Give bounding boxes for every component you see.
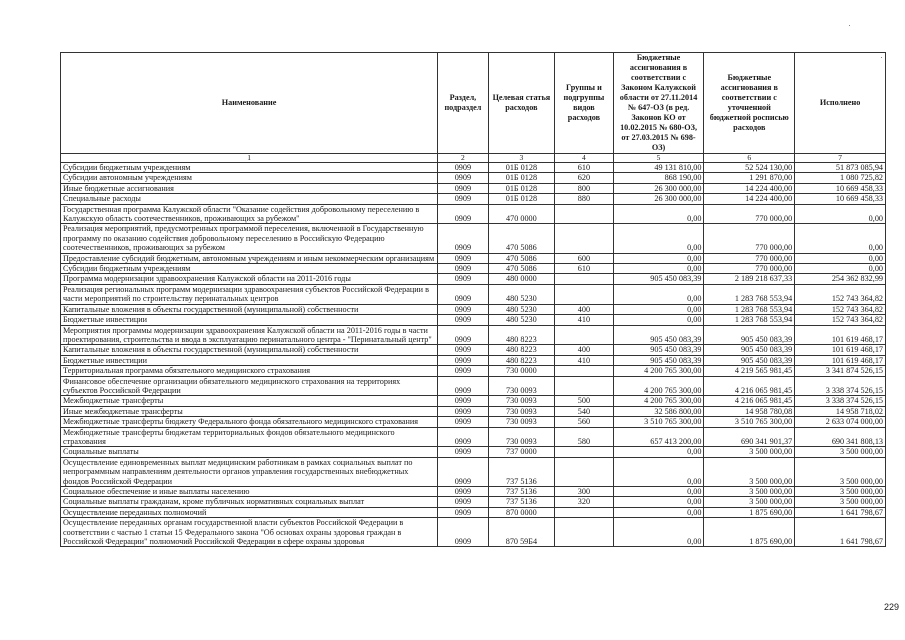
header-budget-list: Бюджетные ассигнования в соответствии с уточненной бюджетной росписью расходов — [704, 53, 795, 154]
row-section: 0909 — [438, 507, 488, 517]
row-execution: 2 633 074 000,00 — [795, 417, 886, 427]
row-execution: 101 619 468,17 — [795, 345, 886, 355]
table-row — [61, 417, 886, 427]
header-section: Раздел, подраздел — [438, 53, 488, 154]
row-budget-list: 1 283 768 553,94 — [704, 304, 795, 314]
row-target: 737 5136 — [488, 487, 555, 497]
row-budget-law: 4 200 765 300,00 — [613, 376, 704, 396]
col-num-2: 2 — [438, 154, 488, 163]
table-row — [61, 427, 886, 447]
row-budget-law: 0,00 — [613, 507, 704, 517]
row-execution: 3 500 000,00 — [795, 487, 886, 497]
row-target: 730 0000 — [488, 366, 555, 376]
table-row — [61, 253, 886, 263]
row-budget-law: 0,00 — [613, 304, 704, 314]
row-group: 620 — [555, 173, 613, 183]
row-budget-law: 26 300 000,00 — [613, 183, 704, 193]
row-budget-list: 1 283 768 553,94 — [704, 315, 795, 325]
row-budget-list: 4 219 565 981,45 — [704, 366, 795, 376]
row-group: 560 — [555, 417, 613, 427]
row-execution: 0,00 — [795, 253, 886, 263]
row-execution: 3 500 000,00 — [795, 457, 886, 486]
row-section: 0909 — [438, 487, 488, 497]
row-name: Бюджетные инвестиции — [61, 355, 438, 365]
row-execution: 3 500 000,00 — [795, 497, 886, 507]
page-number: 229 — [883, 602, 899, 612]
row-target: 480 8223 — [488, 325, 555, 345]
table-row — [61, 518, 886, 547]
row-group: 400 — [555, 345, 613, 355]
row-target: 01Б 0128 — [488, 183, 555, 193]
row-budget-law: 905 450 083,39 — [613, 355, 704, 365]
table-row — [61, 325, 886, 345]
row-section: 0909 — [438, 204, 488, 224]
row-target: 480 5230 — [488, 284, 555, 304]
row-execution: 1 080 725,82 — [795, 173, 886, 183]
row-budget-law: 0,00 — [613, 284, 704, 304]
row-group: 500 — [555, 396, 613, 406]
row-execution: 1 641 798,67 — [795, 507, 886, 517]
row-group: 880 — [555, 194, 613, 204]
row-budget-list: 3 500 000,00 — [704, 497, 795, 507]
col-num-6: 6 — [704, 154, 795, 163]
row-budget-list: 1 875 690,00 — [704, 518, 795, 547]
row-budget-law: 26 300 000,00 — [613, 194, 704, 204]
row-name: Социальное обеспечение и иные выплаты населению — [61, 487, 438, 497]
row-section: 0909 — [438, 264, 488, 274]
row-name: Капитальные вложения в объекты государственной (муниципальной) собственности — [61, 304, 438, 314]
row-budget-law: 0,00 — [613, 457, 704, 486]
row-budget-law: 4 200 765 300,00 — [613, 396, 704, 406]
row-execution: 0,00 — [795, 204, 886, 224]
row-budget-list: 4 216 065 981,45 — [704, 396, 795, 406]
row-target: 470 5086 — [488, 264, 555, 274]
table-row — [61, 264, 886, 274]
row-group — [555, 325, 613, 345]
row-section: 0909 — [438, 427, 488, 447]
row-group — [555, 457, 613, 486]
row-group — [555, 284, 613, 304]
row-budget-list: 52 524 130,00 — [704, 163, 795, 173]
row-budget-law: 0,00 — [613, 518, 704, 547]
col-num-3: 3 — [488, 154, 555, 163]
table-row — [61, 315, 886, 325]
table-row — [61, 284, 886, 304]
row-group — [555, 518, 613, 547]
row-budget-law: 905 450 083,39 — [613, 274, 704, 284]
row-budget-list: 2 189 218 637,33 — [704, 274, 795, 284]
row-budget-list: 14 224 400,00 — [704, 194, 795, 204]
row-section: 0909 — [438, 304, 488, 314]
row-target: 480 5230 — [488, 304, 555, 314]
row-group — [555, 507, 613, 517]
row-name: Иные бюджетные ассигнования — [61, 183, 438, 193]
row-target: 01Б 0128 — [488, 173, 555, 183]
row-section: 0909 — [438, 497, 488, 507]
row-budget-list: 770 000,00 — [704, 264, 795, 274]
row-execution: 152 743 364,82 — [795, 304, 886, 314]
table-row — [61, 366, 886, 376]
row-group: 300 — [555, 487, 613, 497]
header-budget-law: Бюджетные ассигнования в соответствии с Законом Калужской области от 27.11.2014 № 647-ОЗ (в ред. Законов КО от 10.02.2015 № 680-ОЗ, от 27.03.2015 № 698-ОЗ) — [613, 53, 704, 154]
row-group: 610 — [555, 264, 613, 274]
row-group: 320 — [555, 497, 613, 507]
row-budget-law: 0,00 — [613, 487, 704, 497]
row-target: 470 5086 — [488, 253, 555, 263]
table-row — [61, 194, 886, 204]
row-name: Осуществление переданных органам государственной власти субъектов Российской Федерации в соответствии с частью 1 статьи 15 Федерального закона "Об основах охраны здоровья граждан в Российской Федерации" полномочий Российской Федерации в сфере охраны здоровья — [61, 518, 438, 547]
row-name: Предоставление субсидий бюджетным, автономным учреждениям и иным некоммерческим организациям — [61, 253, 438, 263]
row-budget-law: 32 586 800,00 — [613, 406, 704, 416]
row-section: 0909 — [438, 325, 488, 345]
row-execution: 0,00 — [795, 224, 886, 253]
row-name: Социальные выплаты — [61, 447, 438, 457]
table-row — [61, 507, 886, 517]
row-budget-list: 770 000,00 — [704, 253, 795, 263]
table-row — [61, 457, 886, 486]
row-execution: 10 669 458,33 — [795, 183, 886, 193]
row-budget-law: 0,00 — [613, 264, 704, 274]
row-name: Территориальная программа обязательного медицинского страхования — [61, 366, 438, 376]
row-group — [555, 204, 613, 224]
table-row — [61, 163, 886, 173]
row-budget-law: 0,00 — [613, 447, 704, 457]
row-execution: 1 641 798,67 — [795, 518, 886, 547]
scan-speck: · — [848, 20, 851, 30]
column-number-row — [61, 154, 886, 163]
row-budget-list: 4 216 065 981,45 — [704, 376, 795, 396]
row-group — [555, 376, 613, 396]
row-section: 0909 — [438, 315, 488, 325]
row-section: 0909 — [438, 194, 488, 204]
row-target: 01Б 0128 — [488, 194, 555, 204]
row-section: 0909 — [438, 253, 488, 263]
row-section: 0909 — [438, 457, 488, 486]
row-execution: 690 341 808,13 — [795, 427, 886, 447]
header-target: Целевая статья расходов — [488, 53, 555, 154]
col-num-1: 1 — [61, 154, 438, 163]
row-execution: 3 500 000,00 — [795, 447, 886, 457]
row-execution: 10 669 458,33 — [795, 194, 886, 204]
row-budget-list: 1 291 870,00 — [704, 173, 795, 183]
row-target: 480 8223 — [488, 345, 555, 355]
row-execution: 3 338 374 526,15 — [795, 396, 886, 406]
row-budget-law: 868 190,00 — [613, 173, 704, 183]
row-target: 730 0093 — [488, 427, 555, 447]
row-budget-list: 905 450 083,39 — [704, 325, 795, 345]
row-section: 0909 — [438, 366, 488, 376]
table-row — [61, 345, 886, 355]
row-budget-list: 3 500 000,00 — [704, 457, 795, 486]
table-row — [61, 355, 886, 365]
row-group: 410 — [555, 315, 613, 325]
row-execution: 51 873 085,94 — [795, 163, 886, 173]
row-target: 870 0000 — [488, 507, 555, 517]
row-name: Субсидии бюджетным учреждениям — [61, 264, 438, 274]
row-group — [555, 447, 613, 457]
row-name: Специальные расходы — [61, 194, 438, 204]
row-name: Капитальные вложения в объекты государственной (муниципальной) собственности — [61, 345, 438, 355]
table-row — [61, 447, 886, 457]
row-budget-list: 3 500 000,00 — [704, 447, 795, 457]
row-group — [555, 224, 613, 253]
budget-table — [60, 52, 886, 547]
row-section: 0909 — [438, 396, 488, 406]
row-budget-law: 0,00 — [613, 253, 704, 263]
row-budget-law: 905 450 083,39 — [613, 345, 704, 355]
row-section: 0909 — [438, 376, 488, 396]
row-section: 0909 — [438, 183, 488, 193]
row-target: 730 0093 — [488, 376, 555, 396]
row-budget-law: 4 200 765 300,00 — [613, 366, 704, 376]
row-budget-law: 0,00 — [613, 497, 704, 507]
row-target: 737 5136 — [488, 497, 555, 507]
budget-report-sheet — [60, 52, 886, 547]
row-group — [555, 366, 613, 376]
row-budget-list: 770 000,00 — [704, 204, 795, 224]
row-name: Финансовое обеспечение организации обязательного медицинского страхования на территориях субъектов Российской Федерации — [61, 376, 438, 396]
row-budget-list: 1 875 690,00 — [704, 507, 795, 517]
table-row — [61, 173, 886, 183]
row-target: 480 5230 — [488, 315, 555, 325]
row-budget-list: 905 450 083,39 — [704, 355, 795, 365]
row-name: Осуществление единовременных выплат медицинским работникам в рамках социальных выплат по непрограммным направлениям деятельности органов управления государственных внебюджетных фондов Российской Федерации — [61, 457, 438, 486]
row-section: 0909 — [438, 163, 488, 173]
header-execution: Исполнено — [795, 53, 886, 154]
row-execution: 254 362 832,99 — [795, 274, 886, 284]
row-name: Осуществление переданных полномочий — [61, 507, 438, 517]
row-target: 870 59Б4 — [488, 518, 555, 547]
row-name: Программа модернизации здравоохранения Калужской области на 2011-2016 годы — [61, 274, 438, 284]
row-budget-list: 905 450 083,39 — [704, 345, 795, 355]
row-name: Иные межбюджетные трансферты — [61, 406, 438, 416]
row-budget-list: 3 510 765 300,00 — [704, 417, 795, 427]
row-section: 0909 — [438, 406, 488, 416]
table-row — [61, 376, 886, 396]
row-budget-law: 3 510 765 300,00 — [613, 417, 704, 427]
row-group: 800 — [555, 183, 613, 193]
table-body — [61, 163, 886, 547]
row-budget-law: 0,00 — [613, 224, 704, 253]
header-name: Наименование — [61, 53, 438, 154]
row-section: 0909 — [438, 284, 488, 304]
col-num-7: 7 — [795, 154, 886, 163]
row-budget-list: 14 958 780,08 — [704, 406, 795, 416]
row-group — [555, 274, 613, 284]
table-row — [61, 204, 886, 224]
table-row — [61, 487, 886, 497]
row-name: Бюджетные инвестиции — [61, 315, 438, 325]
row-group: 580 — [555, 427, 613, 447]
row-target: 730 0093 — [488, 417, 555, 427]
row-group: 610 — [555, 163, 613, 173]
row-budget-list: 3 500 000,00 — [704, 487, 795, 497]
row-name: Реализация мероприятий, предусмотренных программой переселения, включенной в Государственную программу по оказанию содействия добровольному переселению в Российскую Федерацию соотечественников, проживающих за рубежом — [61, 224, 438, 253]
row-budget-law: 657 413 200,00 — [613, 427, 704, 447]
row-name: Государственная программа Калужской области "Оказание содействия добровольному переселению в Калужскую область соотечественников, проживающих за рубежом" — [61, 204, 438, 224]
row-execution: 101 619 468,17 — [795, 355, 886, 365]
row-section: 0909 — [438, 355, 488, 365]
row-name: Межбюджетные трансферты бюджету Федерального фонда обязательного медицинского страхования — [61, 417, 438, 427]
row-name: Межбюджетные трансферты бюджетам территориальных фондов обязательного медицинского страхования — [61, 427, 438, 447]
row-execution: 152 743 364,82 — [795, 315, 886, 325]
row-target: 730 0093 — [488, 396, 555, 406]
row-section: 0909 — [438, 345, 488, 355]
row-budget-list: 770 000,00 — [704, 224, 795, 253]
table-row — [61, 497, 886, 507]
row-group: 400 — [555, 304, 613, 314]
table-row — [61, 183, 886, 193]
col-num-5: 5 — [613, 154, 704, 163]
table-row — [61, 304, 886, 314]
table-row — [61, 224, 886, 253]
row-target: 730 0093 — [488, 406, 555, 416]
row-name: Реализация региональных программ модернизации здравоохранения субъектов Российской Федерации в части мероприятий по строительству перинатальных центров — [61, 284, 438, 304]
row-section: 0909 — [438, 518, 488, 547]
row-target: 01Б 0128 — [488, 163, 555, 173]
row-name: Субсидии автономным учреждениям — [61, 173, 438, 183]
row-target: 480 8223 — [488, 355, 555, 365]
table-row — [61, 406, 886, 416]
row-section: 0909 — [438, 417, 488, 427]
row-budget-list: 14 224 400,00 — [704, 183, 795, 193]
row-budget-list: 690 341 901,37 — [704, 427, 795, 447]
row-target: 470 5086 — [488, 224, 555, 253]
row-budget-list: 1 283 768 553,94 — [704, 284, 795, 304]
row-group: 410 — [555, 355, 613, 365]
row-section: 0909 — [438, 447, 488, 457]
row-name: Мероприятия программы модернизации здравоохранения Калужской области на 2011-2016 годы в части проектирования, строительства и ввода в эксплуатацию перинатального центра - "Перинатальный центр" — [61, 325, 438, 345]
row-budget-law: 0,00 — [613, 315, 704, 325]
row-section: 0909 — [438, 274, 488, 284]
col-num-4: 4 — [555, 154, 613, 163]
row-budget-law: 49 131 810,00 — [613, 163, 704, 173]
row-execution: 14 958 718,02 — [795, 406, 886, 416]
row-section: 0909 — [438, 173, 488, 183]
row-name: Субсидии бюджетным учреждениям — [61, 163, 438, 173]
row-group: 540 — [555, 406, 613, 416]
row-execution: 101 619 468,17 — [795, 325, 886, 345]
row-target: 480 0000 — [488, 274, 555, 284]
table-row — [61, 274, 886, 284]
row-execution: 3 341 874 526,15 — [795, 366, 886, 376]
row-target: 470 0000 — [488, 204, 555, 224]
row-name: Социальные выплаты гражданам, кроме публичных нормативных социальных выплат — [61, 497, 438, 507]
row-execution: 0,00 — [795, 264, 886, 274]
header-groups: Группы и подгруппы видов расходов — [555, 53, 613, 154]
row-execution: 152 743 364,82 — [795, 284, 886, 304]
row-budget-law: 905 450 083,39 — [613, 325, 704, 345]
table-header-row — [61, 53, 886, 154]
row-group: 600 — [555, 253, 613, 263]
table-row — [61, 396, 886, 406]
row-target: 737 0000 — [488, 447, 555, 457]
scan-speck: · — [880, 52, 883, 62]
row-section: 0909 — [438, 224, 488, 253]
row-budget-law: 0,00 — [613, 204, 704, 224]
row-name: Межбюджетные трансферты — [61, 396, 438, 406]
row-execution: 3 338 374 526,15 — [795, 376, 886, 396]
row-target: 737 5136 — [488, 457, 555, 486]
